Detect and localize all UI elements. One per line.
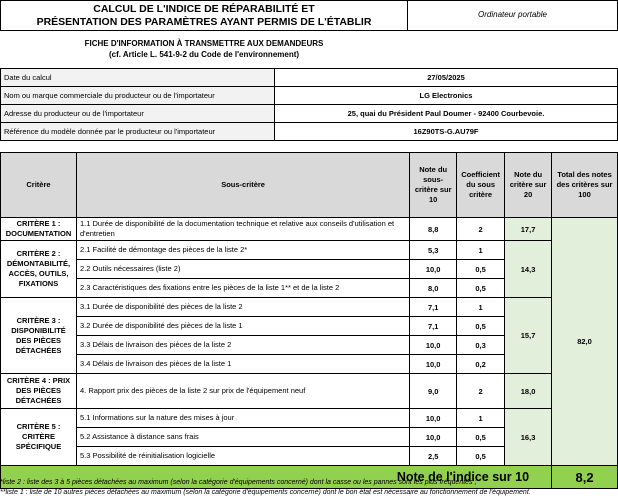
sub-note: 8,0 xyxy=(410,279,457,298)
sub-note: 8,8 xyxy=(410,218,457,241)
table-row xyxy=(1,409,618,428)
col-coef: Coefficient du sous critère xyxy=(457,153,505,218)
criterion-name: CRITÈRE 2 : DÉMONTABILITÉ, ACCÈS, OUTILS, FIXATIONS xyxy=(1,241,77,298)
criterion-name: CRITÈRE 1 : DOCUMENTATION xyxy=(1,218,77,241)
sub-note: 9,0 xyxy=(410,374,457,409)
col-critere: Critère xyxy=(1,153,77,218)
criterion-score: 18,0 xyxy=(505,374,552,409)
fiche-line-1: FICHE D'INFORMATION À TRANSMETTRE AUX DEMANDEURS xyxy=(84,39,324,48)
table-row xyxy=(1,298,618,317)
footnote-liste-2: *liste 2 : liste des 3 à 5 pièces détachées au maximum (selon la catégorie d'équipements concerné) dont la casse ou les pannes sont les plus fréquentes ; xyxy=(0,479,477,486)
table-row xyxy=(1,218,618,241)
product-category: Ordinateur portable xyxy=(408,0,618,31)
info-row xyxy=(1,87,618,105)
sub-coef: 1 xyxy=(457,241,505,260)
final-score-value: 8,2 xyxy=(552,466,618,489)
info-label: Référence du modèle donnée par le producteur ou l'importateur xyxy=(1,123,275,141)
criteria-table xyxy=(0,152,618,489)
footnotes xyxy=(0,478,618,498)
info-label: Adresse du producteur ou de l'importateur xyxy=(1,105,275,123)
info-value: 27/05/2025 xyxy=(275,69,618,87)
info-label: Nom ou marque commerciale du producteur ou de l'importateur xyxy=(1,87,275,105)
criterion-name: CRITÈRE 3 : DISPONIBILITÉ DES PIÈCES DÉTACHÉES xyxy=(1,298,77,374)
title-line-1: CALCUL DE L'INDICE DE RÉPARABILITÉ ET xyxy=(93,3,315,15)
col-note10: Note du sous-critère sur 10 xyxy=(410,153,457,218)
table-row xyxy=(1,374,618,409)
sub-coef: 0,3 xyxy=(457,336,505,355)
sub-note: 10,0 xyxy=(410,409,457,428)
fiche-line-2: (cf. Article L. 541-9-2 du Code de l'environnement) xyxy=(108,50,300,59)
sub-coef: 0,5 xyxy=(457,260,505,279)
sub-note: 10,0 xyxy=(410,428,457,447)
criteria-header-row xyxy=(1,153,618,218)
criterion-score: 16,3 xyxy=(505,409,552,466)
sub-note: 7,1 xyxy=(410,298,457,317)
sub-note: 5,3 xyxy=(410,241,457,260)
col-note20: Note du critère sur 20 xyxy=(505,153,552,218)
sub-note: 10,0 xyxy=(410,355,457,374)
sub-coef: 2 xyxy=(457,218,505,241)
sub-coef: 0,5 xyxy=(457,428,505,447)
col-sous-critere: Sous-critère xyxy=(76,153,409,218)
sub-criterion: 4. Rapport prix des pièces de la liste 2 sur prix de l'équipement neuf xyxy=(76,374,409,409)
info-table xyxy=(0,68,618,141)
info-row xyxy=(1,123,618,141)
sub-coef: 2 xyxy=(457,374,505,409)
criterion-name: CRITÈRE 4 : PRIX DES PIÈCES DÉTACHÉES xyxy=(1,374,77,409)
info-row xyxy=(1,69,618,87)
info-label: Date du calcul xyxy=(1,69,275,87)
criterion-score: 17,7 xyxy=(505,218,552,241)
table-row xyxy=(1,241,618,260)
sub-criterion: 2.3 Caractéristiques des fixations entre les pièces de la liste 1** et de la liste 2 xyxy=(76,279,409,298)
sub-note: 7,1 xyxy=(410,317,457,336)
sub-coef: 0,2 xyxy=(457,355,505,374)
sub-criterion: 3.3 Délais de livraison des pièces de la liste 2 xyxy=(76,336,409,355)
sub-criterion: 3.4 Délais de livraison des pièces de la liste 1 xyxy=(76,355,409,374)
criterion-name: CRITÈRE 5 : CRITÈRE SPÉCIFIQUE xyxy=(1,409,77,466)
sub-note: 10,0 xyxy=(410,336,457,355)
sub-coef: 0,5 xyxy=(457,317,505,336)
sub-note: 10,0 xyxy=(410,260,457,279)
sub-coef: 0,5 xyxy=(457,447,505,466)
document-title xyxy=(0,0,408,31)
sub-criterion: 2.2 Outils nécessaires (liste 2) xyxy=(76,260,409,279)
col-total: Total des notes des critères sur 100 xyxy=(552,153,618,218)
sub-criterion: 3.1 Durée de disponibilité des pièces de la liste 2 xyxy=(76,298,409,317)
sub-coef: 1 xyxy=(457,409,505,428)
sub-criterion: 5.2 Assistance à distance sans frais xyxy=(76,428,409,447)
sub-criterion: 5.1 Informations sur la nature des mises à jour xyxy=(76,409,409,428)
info-value: LG Electronics xyxy=(275,87,618,105)
sub-note: 2,5 xyxy=(410,447,457,466)
title-line-2: PRÉSENTATION DES PARAMÈTRES AYANT PERMIS DE L'ÉTABLIR xyxy=(36,16,372,28)
final-score-label: Note de l'indice sur 10 xyxy=(1,466,552,489)
footnote-liste-1: **liste 1 : liste de 10 autres pièces détachées au maximum (selon la catégorie d'équipements concerné) dont le bon état est nécessaire au fonctionnement de l'équipement. xyxy=(0,489,531,496)
sub-criterion: 3.2 Durée de disponibilité des pièces de la liste 1 xyxy=(76,317,409,336)
sub-coef: 1 xyxy=(457,298,505,317)
sub-criterion: 2.1 Facilité de démontage des pièces de la liste 2* xyxy=(76,241,409,260)
criterion-score: 14,3 xyxy=(505,241,552,298)
sub-criterion: 5.3 Possibilité de réinitialisation logicielle xyxy=(76,447,409,466)
sub-coef: 0,5 xyxy=(457,279,505,298)
sub-criterion: 1.1 Durée de disponibilité de la documentation technique et relative aux conseils d'utilisation et d'entretien xyxy=(76,218,409,241)
info-row xyxy=(1,105,618,123)
info-value: 16Z90TS-G.AU79F xyxy=(275,123,618,141)
info-value: 25, quai du Président Paul Doumer - 92400 Courbevoie. xyxy=(275,105,618,123)
total-score: 82,0 xyxy=(552,218,618,466)
criterion-score: 15,7 xyxy=(505,298,552,374)
fiche-heading xyxy=(0,38,408,60)
